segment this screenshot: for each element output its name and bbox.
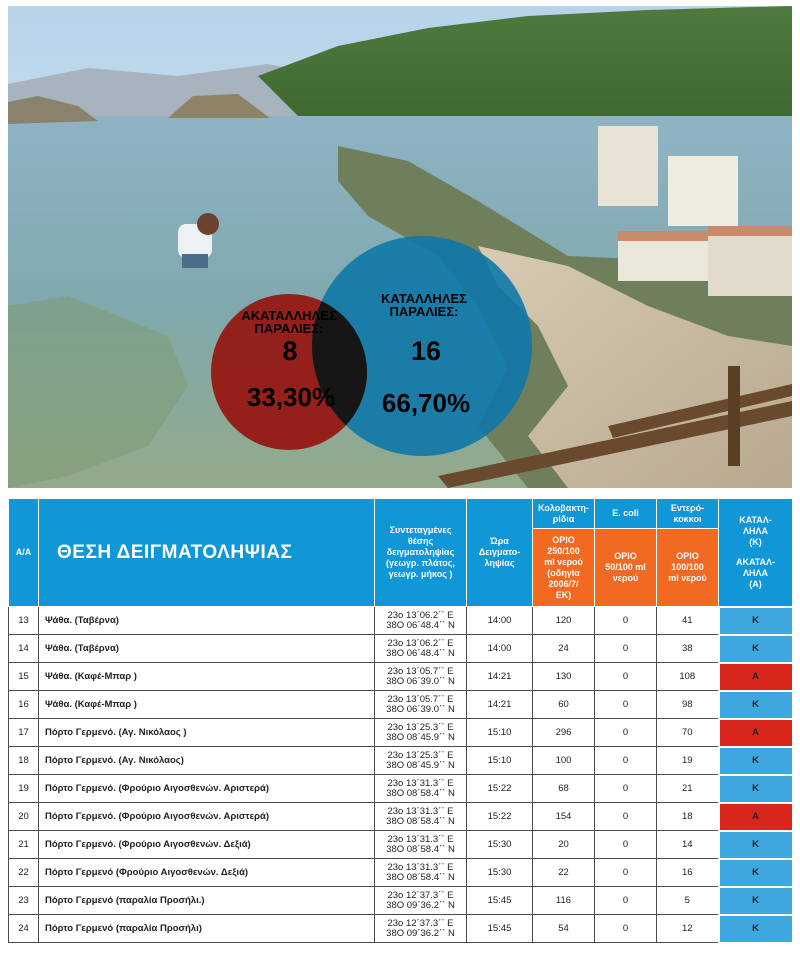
row-status-badge: Κ — [719, 859, 793, 887]
row-lat: 38Ο 09΄36.2΄΄ Ν — [386, 899, 455, 911]
header-status-spacer — [719, 548, 792, 557]
header-coliforms-limit — [533, 529, 595, 607]
row-location: Ψάθα. (Ταβέρνα) — [39, 635, 375, 663]
row-status-badge: Κ — [719, 747, 793, 775]
header-coords-line: (γεωγρ. πλάτος, — [386, 558, 455, 568]
row-index: 19 — [9, 775, 39, 803]
unsuitable-percent: 33,30% — [246, 382, 336, 412]
unsuitable-label — [231, 309, 347, 335]
header-ecoli-limit — [595, 529, 657, 607]
row-lon: 23ο 12΄37.3΄΄ Ε — [387, 889, 454, 901]
row-coordinates — [375, 831, 467, 859]
row-coordinates — [375, 803, 467, 831]
row-location: Πόρτο Γερμενό (παραλία Προσήλι) — [39, 915, 375, 943]
row-index: 14 — [9, 635, 39, 663]
row-enterococci: 38 — [657, 635, 719, 663]
row-lon: 23ο 13΄31.3΄΄ Ε — [387, 805, 454, 817]
row-time: 14:00 — [467, 635, 533, 663]
header-index: Α/Α — [9, 499, 39, 607]
row-lon: 23ο 13΄31.3΄΄ Ε — [387, 833, 454, 845]
row-ecoli: 0 — [595, 635, 657, 663]
row-coliforms: 24 — [533, 635, 595, 663]
row-time: 15:45 — [467, 887, 533, 915]
row-ecoli: 0 — [595, 915, 657, 943]
limit-line: 250/100 — [547, 545, 580, 556]
header-status-line: ΛΗΛΑ — [742, 567, 768, 578]
row-status-badge: Κ — [719, 691, 793, 719]
row-time: 14:21 — [467, 663, 533, 691]
row-index: 22 — [9, 859, 39, 887]
row-index: 18 — [9, 747, 39, 775]
row-enterococci: 98 — [657, 691, 719, 719]
row-enterococci: 41 — [657, 607, 719, 635]
row-enterococci: 108 — [657, 663, 719, 691]
header-time-line: Ώρα — [490, 536, 509, 546]
row-lat: 38Ο 06΄39.0΄΄ Ν — [386, 703, 455, 715]
row-coordinates — [375, 887, 467, 915]
row-enterococci: 19 — [657, 747, 719, 775]
row-lon: 23ο 13΄25.3΄΄ Ε — [387, 749, 454, 761]
limit-line: νερού — [612, 573, 639, 583]
row-ecoli: 0 — [595, 607, 657, 635]
table-row — [9, 747, 793, 775]
row-location: Πόρτο Γερμενό. (Φρούριο Αιγοσθενών. Αριστερά) — [39, 775, 375, 803]
limit-line: 2006/7/ — [548, 578, 579, 589]
row-coordinates — [375, 691, 467, 719]
row-ecoli: 0 — [595, 719, 657, 747]
limit-line: ml νερού — [544, 556, 583, 567]
header-time-line: Δειγματο- — [478, 547, 521, 557]
limit-line: (οδηγία — [547, 567, 580, 578]
table-row — [9, 607, 793, 635]
row-time: 15:10 — [467, 747, 533, 775]
row-lon: 23ο 13΄31.3΄΄ Ε — [387, 777, 454, 789]
header-status-line: ΛΗΛΑ — [742, 525, 768, 536]
row-ecoli: 0 — [595, 887, 657, 915]
suitable-count: 16 — [410, 336, 442, 366]
row-index: 24 — [9, 915, 39, 943]
row-status-badge: Κ — [719, 775, 793, 803]
row-lat: 38Ο 06΄39.0΄΄ Ν — [386, 675, 455, 687]
row-lon: 23ο 13΄05.7΄΄ Ε — [387, 665, 454, 677]
row-time: 15:10 — [467, 719, 533, 747]
table-row — [9, 831, 793, 859]
row-coliforms: 100 — [533, 747, 595, 775]
row-coliforms: 130 — [533, 663, 595, 691]
header-coliforms-line: ρίδια — [552, 513, 575, 524]
header-coliforms-line: Κολοβακτη- — [538, 502, 589, 513]
header-ecoli: E. coli — [595, 499, 657, 529]
header-status-line: (Κ) — [749, 536, 762, 547]
row-lat: 38Ο 08΄58.4΄΄ Ν — [386, 843, 455, 855]
row-enterococci: 16 — [657, 859, 719, 887]
row-time: 14:21 — [467, 691, 533, 719]
header-status — [719, 499, 793, 607]
header-time — [467, 499, 533, 607]
row-ecoli: 0 — [595, 803, 657, 831]
row-coliforms: 20 — [533, 831, 595, 859]
row-location: Ψάθα. (Καφέ-Μπαρ ) — [39, 691, 375, 719]
row-ecoli: 0 — [595, 747, 657, 775]
suitable-percent: 66,70% — [381, 388, 471, 418]
header-time-line: ληψίας — [484, 558, 515, 568]
table-body — [9, 607, 793, 943]
row-lat: 38Ο 08΄58.4΄΄ Ν — [386, 815, 455, 827]
row-lat: 38Ο 09΄36.2΄΄ Ν — [386, 927, 455, 939]
row-lat: 38Ο 08΄58.4΄΄ Ν — [386, 787, 455, 799]
header-status-line: ΑΚΑΤΑΛ- — [735, 556, 776, 567]
row-time: 14:00 — [467, 607, 533, 635]
row-ecoli: 0 — [595, 663, 657, 691]
row-coordinates — [375, 775, 467, 803]
row-index: 16 — [9, 691, 39, 719]
row-time: 15:45 — [467, 915, 533, 943]
row-time: 15:22 — [467, 803, 533, 831]
header-coords-line: γεωγρ. μήκος ) — [388, 569, 453, 579]
table-row — [9, 915, 793, 943]
row-coliforms: 116 — [533, 887, 595, 915]
row-enterococci: 21 — [657, 775, 719, 803]
row-ecoli: 0 — [595, 859, 657, 887]
header-location: ΘΕΣΗ ΔΕΙΓΜΑΤΟΛΗΨΙΑΣ — [39, 499, 375, 607]
table-row — [9, 775, 793, 803]
header-enterococci-line: κοκκοι — [673, 513, 702, 524]
row-lat: 38Ο 08΄45.9΄΄ Ν — [386, 731, 455, 743]
unsuitable-label-line2: ΠΑΡΑΛΙΕΣ: — [254, 321, 324, 336]
row-coordinates — [375, 719, 467, 747]
row-enterococci: 18 — [657, 803, 719, 831]
sampling-table — [8, 498, 794, 944]
row-time: 15:30 — [467, 831, 533, 859]
row-location: Πόρτο Γερμενό. (Φρούριο Αιγοσθενών. Αριστερά) — [39, 803, 375, 831]
header-coords-line: δειγματοληψίας — [386, 547, 455, 557]
table-row — [9, 691, 793, 719]
limit-line: 50/100 ml — [605, 562, 646, 572]
limit-line: ΟΡΙΟ — [614, 551, 637, 561]
suitable-label-line1: ΚΑΤΑΛΛΗΛΕΣ — [381, 291, 467, 306]
row-index: 13 — [9, 607, 39, 635]
row-time: 15:22 — [467, 775, 533, 803]
row-index: 15 — [9, 663, 39, 691]
beach-photo-infographic — [8, 6, 792, 488]
suitable-label — [368, 292, 480, 318]
row-location: Ψάθα. (Ταβέρνα) — [39, 607, 375, 635]
row-status-badge: Κ — [719, 607, 793, 635]
limit-line: ml νερού — [668, 573, 707, 583]
row-location: Πόρτο Γερμενό. (Φρούριο Αιγοσθενών. Δεξιά) — [39, 831, 375, 859]
row-coliforms: 54 — [533, 915, 595, 943]
row-coliforms: 154 — [533, 803, 595, 831]
row-location: Πόρτο Γερμενό. (Αγ. Νικόλαος) — [39, 747, 375, 775]
table-row — [9, 663, 793, 691]
row-lat: 38Ο 06΄48.4΄΄ Ν — [386, 619, 455, 631]
row-coliforms: 68 — [533, 775, 595, 803]
row-coordinates — [375, 859, 467, 887]
limit-line: 100/100 — [671, 562, 704, 572]
row-enterococci: 12 — [657, 915, 719, 943]
unsuitable-count: 8 — [282, 336, 298, 366]
row-index: 17 — [9, 719, 39, 747]
row-ecoli: 0 — [595, 831, 657, 859]
row-coliforms: 22 — [533, 859, 595, 887]
table-row — [9, 859, 793, 887]
header-coliforms — [533, 499, 595, 529]
row-lon: 23ο 13΄31.3΄΄ Ε — [387, 861, 454, 873]
table-row — [9, 719, 793, 747]
table-row — [9, 635, 793, 663]
row-lat: 38Ο 06΄48.4΄΄ Ν — [386, 647, 455, 659]
row-coordinates — [375, 663, 467, 691]
row-lon: 23ο 12΄37.3΄΄ Ε — [387, 917, 454, 929]
row-status-badge: Α — [719, 803, 793, 831]
row-coliforms: 120 — [533, 607, 595, 635]
unsuitable-label-line1: ΑΚΑΤΑΛΛΗΛΕΣ — [241, 308, 337, 323]
row-index: 23 — [9, 887, 39, 915]
header-coords-line: θέσης — [407, 536, 434, 546]
row-lat: 38Ο 08΄45.9΄΄ Ν — [386, 759, 455, 771]
limit-line: ΕΚ) — [555, 589, 572, 600]
row-enterococci: 5 — [657, 887, 719, 915]
header-status-line: (Α) — [749, 578, 762, 589]
row-index: 21 — [9, 831, 39, 859]
header-enterococci-limit — [657, 529, 719, 607]
header-status-line: ΚΑΤΑΛ- — [739, 514, 772, 525]
header-enterococci — [657, 499, 719, 529]
row-status-badge: Κ — [719, 915, 793, 943]
table-row — [9, 887, 793, 915]
limit-line: ΟΡΙΟ — [676, 551, 699, 561]
row-coordinates — [375, 607, 467, 635]
header-enterococci-line: Εντερό- — [670, 502, 705, 513]
row-ecoli: 0 — [595, 775, 657, 803]
row-coordinates — [375, 915, 467, 943]
row-location: Ψάθα. (Καφέ-Μπαρ ) — [39, 663, 375, 691]
row-time: 15:30 — [467, 859, 533, 887]
header-coordinates — [375, 499, 467, 607]
row-status-badge: Κ — [719, 635, 793, 663]
row-index: 20 — [9, 803, 39, 831]
row-status-badge: Α — [719, 719, 793, 747]
row-lon: 23ο 13΄06.2΄΄ Ε — [387, 609, 454, 621]
row-coordinates — [375, 635, 467, 663]
limit-line: ΟΡΙΟ — [552, 534, 575, 545]
row-lon: 23ο 13΄25.3΄΄ Ε — [387, 721, 454, 733]
row-ecoli: 0 — [595, 691, 657, 719]
suitable-label-line2: ΠΑΡΑΛΙΕΣ: — [389, 304, 459, 319]
row-status-badge: Κ — [719, 887, 793, 915]
row-lon: 23ο 13΄05.7΄΄ Ε — [387, 693, 454, 705]
table-row — [9, 803, 793, 831]
row-coordinates — [375, 747, 467, 775]
row-enterococci: 70 — [657, 719, 719, 747]
row-status-badge: Κ — [719, 831, 793, 859]
row-location: Πόρτο Γερμενό (Φρούριο Αιγοσθενών. Δεξιά) — [39, 859, 375, 887]
row-location: Πόρτο Γερμενό. (Αγ. Νικόλαος ) — [39, 719, 375, 747]
row-enterococci: 14 — [657, 831, 719, 859]
row-lat: 38Ο 08΄58.4΄΄ Ν — [386, 871, 455, 883]
row-status-badge: Α — [719, 663, 793, 691]
row-coliforms: 296 — [533, 719, 595, 747]
row-location: Πόρτο Γερμενό (παραλία Προσήλι.) — [39, 887, 375, 915]
row-lon: 23ο 13΄06.2΄΄ Ε — [387, 637, 454, 649]
row-coliforms: 60 — [533, 691, 595, 719]
header-coords-line: Συντεταγμένες — [389, 525, 452, 535]
